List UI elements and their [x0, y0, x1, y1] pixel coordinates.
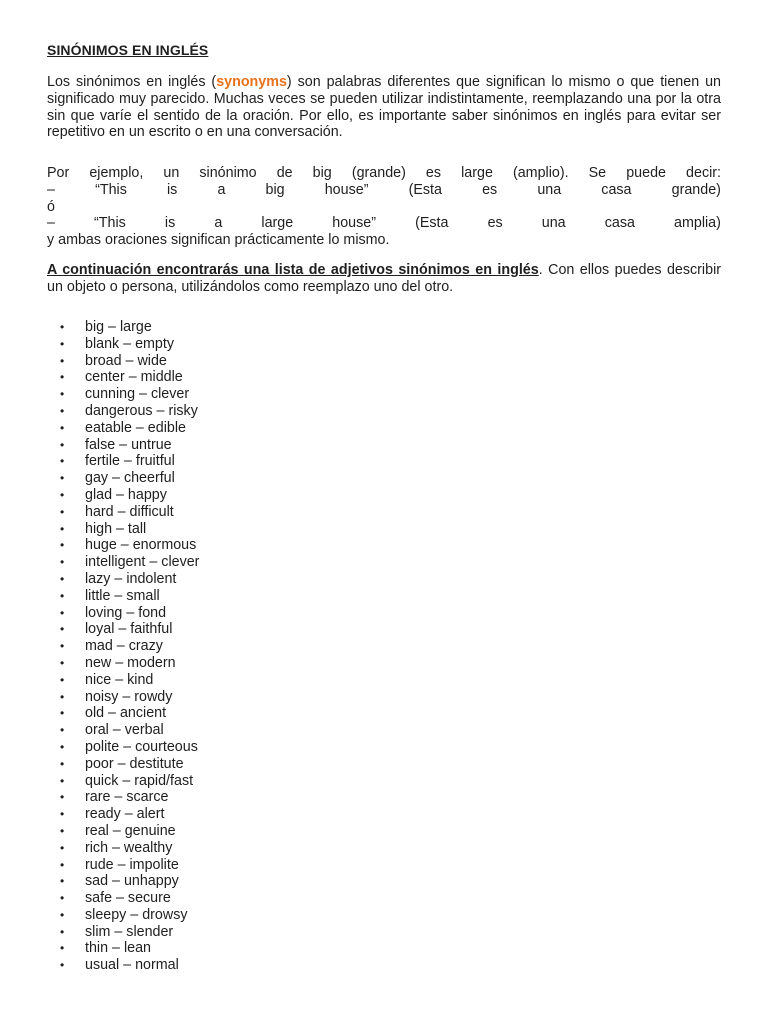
example-intro: Por ejemplo, un sinónimo de big (grande) es large (amplio). Se puede decir: — [47, 165, 721, 181]
list-item: • blank – empty — [0, 336, 199, 353]
example-1-word: big — [265, 181, 285, 198]
example-2-word: large — [261, 215, 294, 232]
example-or: ó — [47, 198, 55, 215]
list-item: • dangerous – risky — [0, 403, 199, 420]
list-item: • new – modern — [0, 655, 199, 672]
list-item: • eatable – edible — [0, 420, 199, 437]
example-paragraph — [47, 165, 721, 249]
list-item: • quick – rapid/fast — [0, 773, 199, 790]
example-1-word: una — [537, 181, 562, 198]
list-item: • usual – normal — [0, 957, 199, 974]
example-2-word: house” — [332, 215, 376, 232]
list-item: • real – genuine — [0, 823, 199, 840]
example-1-word: grande) — [671, 181, 721, 198]
list-intro-rest: . Con ellos puedes describir un objeto o persona, utilizándolos como reemplazo uno del otro. — [47, 262, 722, 295]
example-1-word: house” — [324, 181, 369, 198]
list-item: • polite – courteous — [0, 739, 199, 756]
example-1-word: – — [47, 181, 55, 198]
list-item: • safe – secure — [0, 890, 199, 907]
list-item: • nice – kind — [0, 672, 199, 689]
list-item: • lazy – indolent — [0, 571, 199, 588]
list-item: • hard – difficult — [0, 504, 199, 521]
list-item: • intelligent – clever — [0, 554, 199, 571]
list-item: • noisy – rowdy — [0, 689, 199, 706]
example-1-word: (Esta — [408, 181, 442, 198]
list-item: • big – large — [0, 319, 199, 336]
list-item: • ready – alert — [0, 806, 199, 823]
list-item: • high – tall — [0, 521, 199, 538]
example-2-word: amplia) — [674, 215, 721, 232]
intro-text-after: ) son palabras diferentes que significan lo mismo o que tienen un significado muy parecido. Muchas veces se pueden utilizar indistintamente, reemplazando una por la otra sin que varíe el sentido de la oración. Por ello, es importante saber sinónimos en inglés para evitar ser repetitivo en un escrito o en una conversación. — [47, 74, 721, 141]
example-2-word: a — [214, 215, 223, 232]
example-2-word: casa — [604, 215, 635, 232]
list-item: • huge – enormous — [0, 537, 199, 554]
example-2-word: – — [47, 215, 55, 232]
example-1-word: es — [482, 181, 498, 198]
list-item: • loyal – faithful — [0, 621, 199, 638]
list-item: • little – small — [0, 588, 199, 605]
list-item: • center – middle — [0, 369, 199, 386]
example-2-word: “This — [94, 215, 126, 232]
example-1-word: a — [217, 181, 226, 198]
list-intro-bold: A continuación encontrarás una lista de adjetivos sinónimos en inglés — [47, 262, 539, 278]
list-item: • mad – crazy — [0, 638, 199, 655]
list-item: • sad – unhappy — [0, 873, 199, 890]
list-item: • fertile – fruitful — [0, 453, 199, 470]
example-1-word: casa — [601, 181, 632, 198]
example-outro: y ambas oraciones significan prácticamente lo mismo. — [47, 232, 390, 249]
list-item: • rare – scarce — [0, 789, 199, 806]
list-item: • rich – wealthy — [0, 840, 199, 857]
intro-text-before: Los sinónimos en inglés ( — [47, 74, 217, 90]
list-item: • poor – destitute — [0, 756, 199, 773]
synonyms-highlight: synonyms — [216, 74, 287, 90]
intro-paragraph — [47, 74, 721, 141]
list-item: • glad – happy — [0, 487, 199, 504]
list-item: • oral – verbal — [0, 722, 199, 739]
example-1-word: is — [166, 181, 178, 198]
list-item: • broad – wide — [0, 353, 199, 370]
synonym-list — [0, 319, 199, 974]
list-item: • rude – impolite — [0, 857, 199, 874]
list-intro-paragraph — [47, 262, 721, 296]
example-1-word: “This — [95, 181, 127, 198]
list-item: • loving – fond — [0, 605, 199, 622]
example-line-2 — [47, 215, 721, 232]
list-item: • thin – lean — [0, 940, 199, 957]
page-title: SINÓNIMOS EN INGLÉS — [47, 42, 209, 58]
list-item: • cunning – clever — [0, 386, 199, 403]
list-item: • old – ancient — [0, 705, 199, 722]
example-2-word: (Esta — [415, 215, 449, 232]
example-2-word: una — [541, 215, 566, 232]
list-item: • sleepy – drowsy — [0, 907, 199, 924]
list-item: • gay – cheerful — [0, 470, 199, 487]
list-item: • slim – slender — [0, 924, 199, 941]
list-item: • false – untrue — [0, 437, 199, 454]
example-2-word: is — [164, 215, 176, 232]
example-line-1 — [47, 182, 721, 199]
example-2-word: es — [487, 215, 503, 232]
